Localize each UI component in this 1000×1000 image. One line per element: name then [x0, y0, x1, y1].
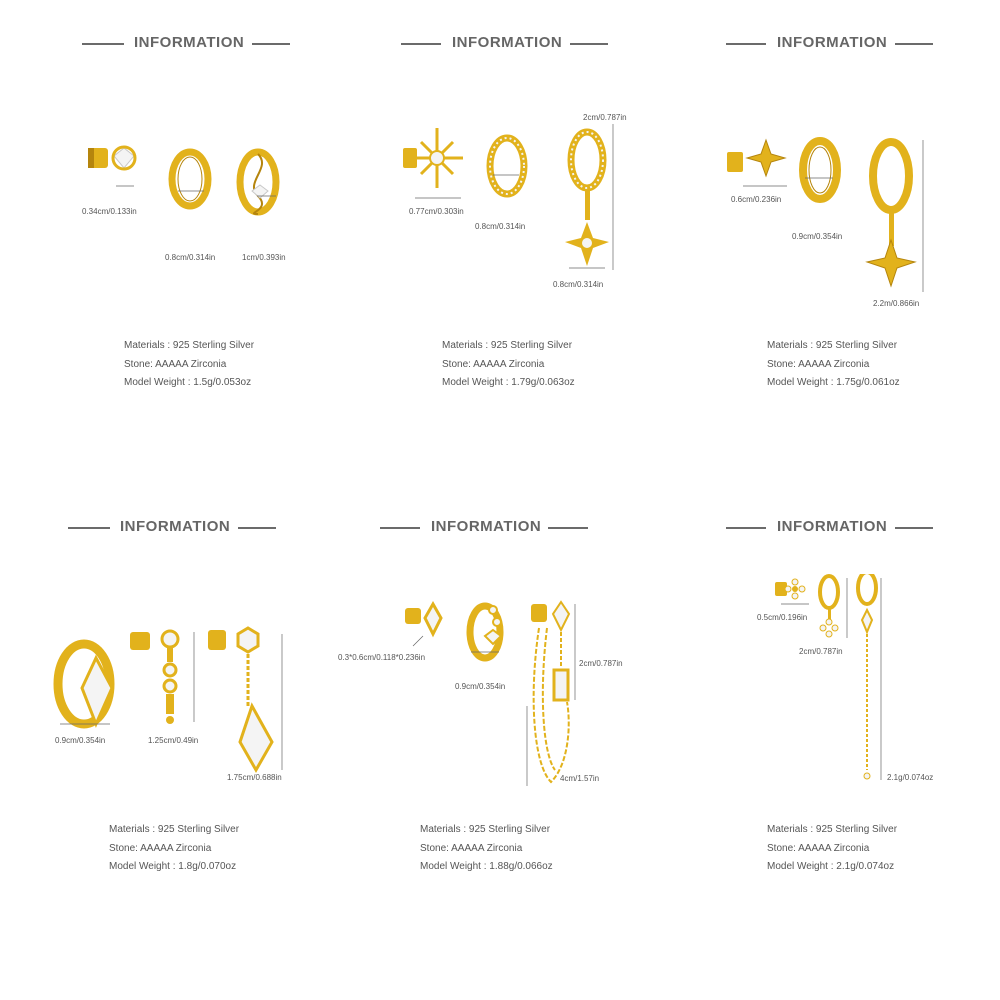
panel-header — [0, 518, 333, 538]
info-panel-6 — [667, 484, 1000, 968]
header-rule-right — [895, 43, 933, 45]
product-illustration — [667, 90, 1000, 320]
plain-hoop-image — [803, 141, 837, 199]
hoop-size-label: 0.8cm/0.314in — [165, 253, 216, 262]
header-rule-right — [252, 43, 290, 45]
kite-drop-image — [208, 628, 282, 770]
spec-list — [442, 337, 575, 393]
header-title: INFORMATION — [777, 34, 888, 51]
hoop-earring-image — [172, 152, 208, 206]
stud-size-label: 0.34cm/0.133in — [82, 207, 137, 216]
stone-text: Stone: AAAAA Zirconia — [109, 842, 212, 854]
weight-text: Model Weight : 2.1g/0.074oz — [767, 861, 895, 872]
header-title: INFORMATION — [452, 34, 563, 51]
header-rule-left — [401, 43, 441, 45]
twist-hoop-image — [240, 152, 276, 214]
stone-text: Stone: AAAAA Zirconia — [124, 358, 227, 370]
spec-list — [767, 821, 897, 877]
kite-stud-size-label: 0.3*0.6cm/0.118*0.236in — [338, 653, 426, 662]
star-stud-size-label: 0.77cm/0.303in — [409, 207, 464, 216]
product-illustration — [333, 90, 666, 320]
spec-list — [767, 337, 900, 393]
drop-length-label: 2.2m/0.866in — [873, 299, 920, 308]
panel-header — [667, 518, 1000, 538]
flower-stud-image — [775, 579, 809, 604]
panel-header — [333, 518, 666, 538]
star-stud-image — [727, 140, 787, 186]
header-rule-right — [238, 527, 276, 529]
header-rule-right — [895, 527, 933, 529]
stone-text: Stone: AAAAA Zirconia — [767, 842, 870, 854]
star-stud-size-label: 0.6cm/0.236in — [731, 195, 782, 204]
twist-hoop-size-label: 1cm/0.393in — [242, 253, 286, 262]
panel-header — [0, 34, 333, 54]
star-drop-hoop-image — [565, 124, 613, 270]
stone-text: Stone: AAAAA Zirconia — [767, 358, 870, 370]
long-chain-hoop-image — [858, 574, 881, 780]
header-rule-left — [82, 43, 124, 45]
plain-hoop-size-label: 0.9cm/0.354in — [792, 232, 843, 241]
star-drop-hoop-image — [867, 140, 923, 292]
cluster-hoop-image — [470, 606, 501, 658]
chain-weight-label: 2.1g/0.074oz — [887, 773, 934, 782]
product-illustration — [333, 574, 666, 804]
header-title: INFORMATION — [431, 518, 542, 535]
chain-length-label: 4cm/1.57in — [560, 774, 600, 783]
drop-stud-size-label: 1.25cm/0.49in — [148, 736, 199, 745]
kite-hoop-size-label: 0.9cm/0.354in — [55, 736, 106, 745]
kite-drop-size-label: 1.75cm/0.688in — [227, 773, 282, 782]
kite-hoop-image — [58, 644, 112, 724]
drop-length-label: 2cm/0.787in — [583, 113, 627, 122]
info-panel-5 — [333, 484, 666, 968]
weight-text: Model Weight : 1.88g/0.066oz — [420, 861, 553, 872]
header-rule-left — [726, 527, 766, 529]
info-panel-2 — [333, 0, 666, 484]
weight-text: Model Weight : 1.5g/0.053oz — [124, 377, 252, 388]
chain-drop-image — [527, 602, 575, 786]
materials-text: Materials : 925 Sterling Silver — [767, 824, 898, 835]
stone-text: Stone: AAAAA Zirconia — [442, 358, 545, 370]
weight-text: Model Weight : 1.79g/0.063oz — [442, 377, 575, 388]
spec-list — [420, 821, 553, 877]
cluster-hoop-size-label: 0.9cm/0.354in — [455, 682, 506, 691]
header-rule-right — [570, 43, 608, 45]
materials-text: Materials : 925 Sterling Silver — [420, 824, 551, 835]
product-illustration — [0, 90, 333, 320]
header-rule-left — [726, 43, 766, 45]
header-title: INFORMATION — [134, 34, 245, 51]
panel-header — [333, 34, 666, 54]
panel-header — [667, 34, 1000, 54]
stud-earring-image — [88, 147, 135, 186]
pave-hoop-image — [490, 138, 524, 194]
materials-text: Materials : 925 Sterling Silver — [124, 340, 255, 351]
flower-stud-size-label: 0.5cm/0.196in — [757, 613, 808, 622]
spec-list — [124, 337, 254, 393]
header-title: INFORMATION — [777, 518, 888, 535]
drop-stud-image — [130, 631, 194, 724]
drop-length-label: 2cm/0.787in — [579, 659, 623, 668]
flower-drop-hoop-image — [820, 576, 847, 638]
product-illustration — [0, 574, 333, 804]
pave-hoop-size-label: 0.8cm/0.314in — [475, 222, 526, 231]
spec-list — [109, 821, 239, 877]
product-illustration — [667, 574, 1000, 804]
info-panel-3 — [667, 0, 1000, 484]
materials-text: Materials : 925 Sterling Silver — [109, 824, 240, 835]
info-panel-4 — [0, 484, 333, 968]
stone-text: Stone: AAAAA Zirconia — [420, 842, 523, 854]
info-panel-1 — [0, 0, 333, 484]
weight-text: Model Weight : 1.8g/0.070oz — [109, 861, 237, 872]
star-charm-size-label: 0.8cm/0.314in — [553, 280, 604, 289]
kite-stud-image — [405, 604, 441, 646]
header-rule-right — [548, 527, 588, 529]
header-rule-left — [68, 527, 110, 529]
materials-text: Materials : 925 Sterling Silver — [442, 340, 573, 351]
header-title: INFORMATION — [120, 518, 231, 535]
header-rule-left — [380, 527, 420, 529]
weight-text: Model Weight : 1.75g/0.061oz — [767, 377, 900, 388]
star-stud-image — [403, 128, 463, 198]
flower-drop-size-label: 2cm/0.787in — [799, 647, 843, 656]
materials-text: Materials : 925 Sterling Silver — [767, 340, 898, 351]
